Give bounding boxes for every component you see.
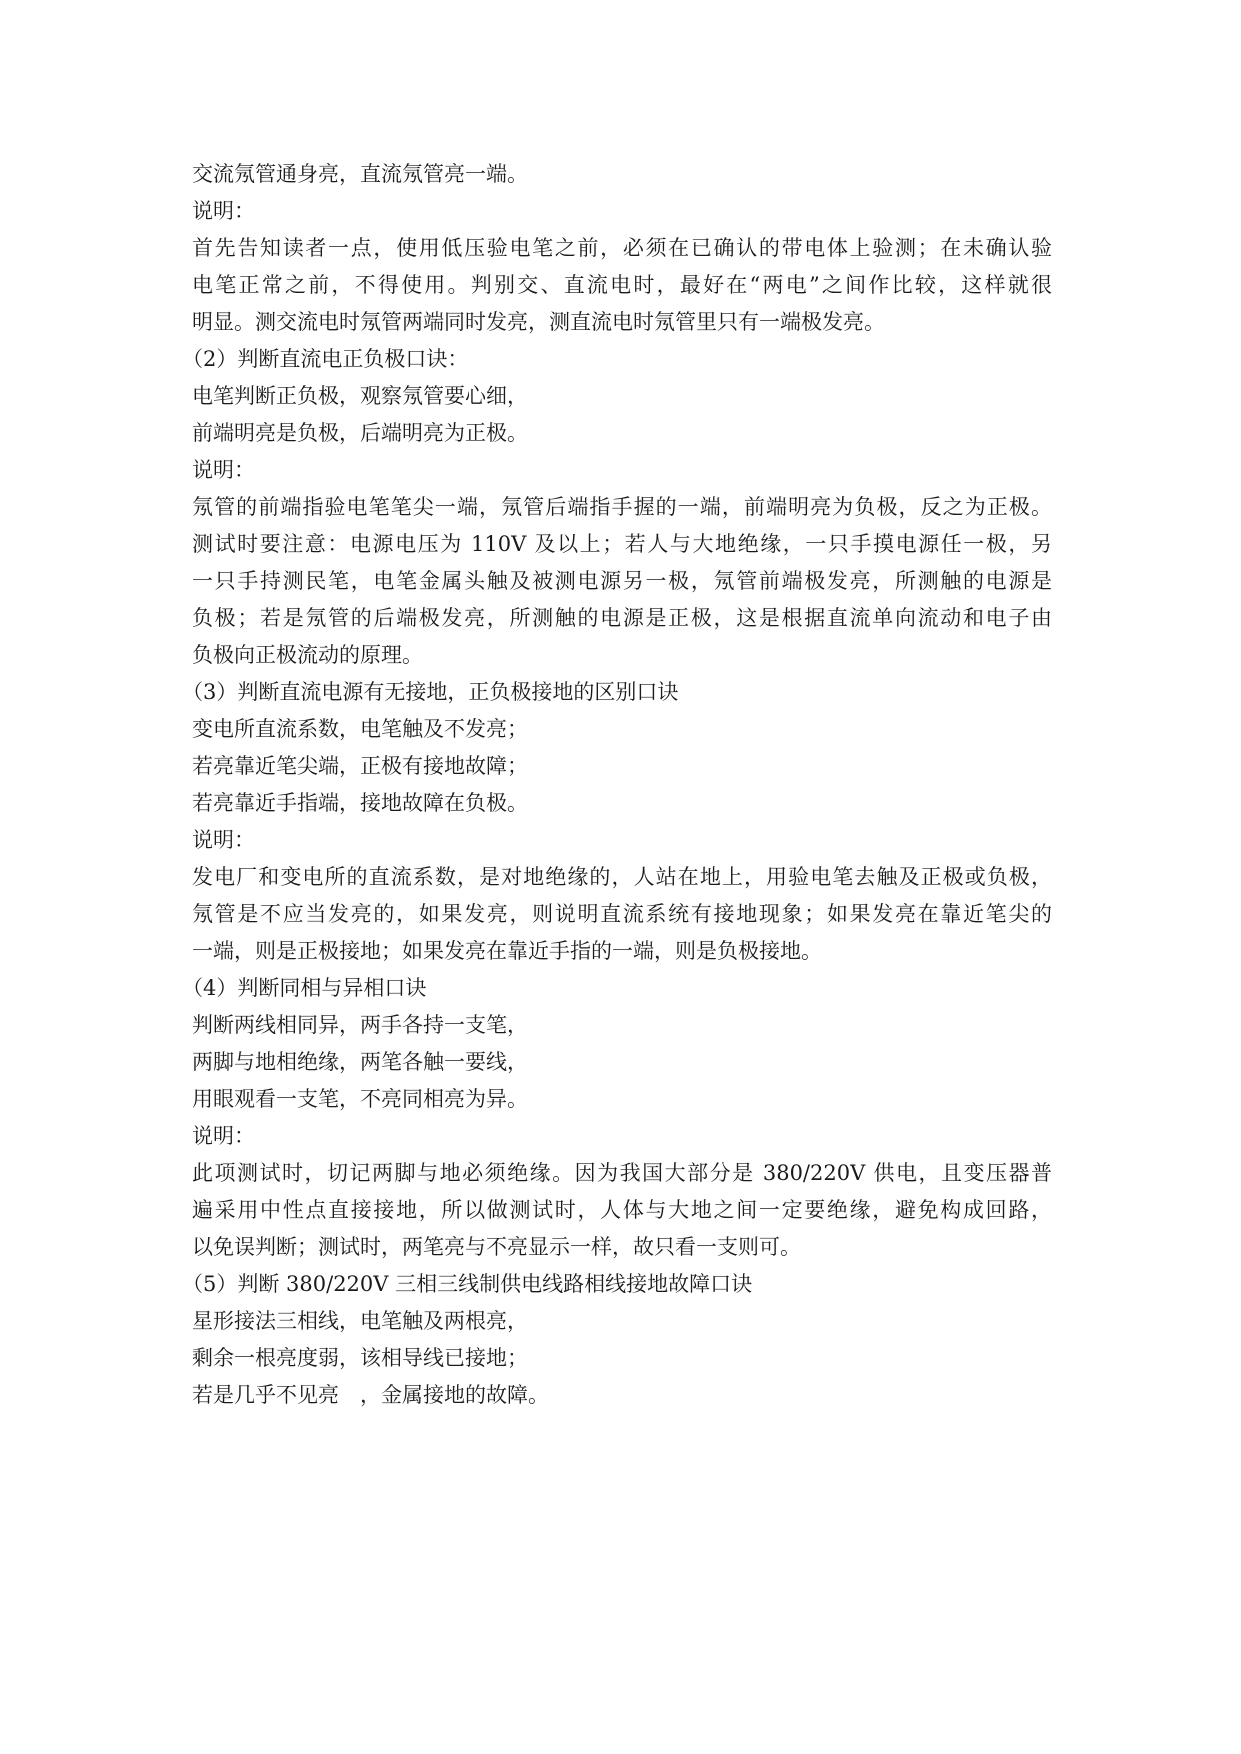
text-line: 电笔正常之前，不得使用。判别交、直流电时，最好在“两电”之间作比较，这样就很 xyxy=(192,273,1052,297)
text-line: 说明： xyxy=(192,1124,255,1148)
text-line: 负极向正极流动的原理。 xyxy=(192,643,423,667)
text-line: 负极；若是氖管的后端极发亮，所测触的电源是正极，这是根据直流单向流动和电子由 xyxy=(192,606,1052,630)
text-line: 氖管是不应当发亮的，如果发亮，则说明直流系统有接地现象；如果发亮在靠近笔尖的 xyxy=(192,902,1052,926)
text-line: 遍采用中性点直接接地，所以做测试时，人体与大地之间一定要绝缘，避免构成回路， xyxy=(192,1198,1052,1222)
text-line: 电笔判断正负极，观察氖管要心细， xyxy=(192,384,528,408)
text-line: 说明： xyxy=(192,458,255,482)
text-line: 判断两线相同异，两手各持一支笔， xyxy=(192,1013,528,1037)
text-line: 剩余一根亮度弱，该相导线已接地； xyxy=(192,1346,528,1370)
section-heading: （2）判断直流电正负极口诀： xyxy=(182,347,469,371)
text-line: 此项测试时，切记两脚与地必须绝缘。因为我国大部分是 380/220V 供电，且变压器普 xyxy=(192,1161,1052,1185)
section-heading: （3）判断直流电源有无接地，正负极接地的区别口诀 xyxy=(182,680,679,704)
text-line: 若是几乎不见亮 ，金属接地的故障。 xyxy=(192,1383,549,1407)
text-line: 一只手持测民笔，电笔金属头触及被测电源另一极，氖管前端极发亮，所测触的电源是 xyxy=(192,569,1052,593)
document-body xyxy=(182,156,1052,1414)
text-line: 一端，则是正极接地；如果发亮在靠近手指的一端，则是负极接地。 xyxy=(192,939,822,963)
text-line: 说明： xyxy=(192,199,255,223)
text-line: 以免误判断；测试时，两笔亮与不亮显示一样，故只看一支则可。 xyxy=(192,1235,801,1259)
text-line: 前端明亮是负极，后端明亮为正极。 xyxy=(192,421,528,445)
text-line: 氖管的前端指验电笔笔尖一端，氖管后端指手握的一端，前端明亮为负极，反之为正极。 xyxy=(192,495,1052,519)
text-line: 测试时要注意：电源电压为 110V 及以上；若人与大地绝缘，一只手摸电源任一极，另 xyxy=(192,532,1052,556)
section-heading: （5）判断 380/220V 三相三线制供电线路相线接地故障口诀 xyxy=(182,1272,753,1296)
text-line: 首先告知读者一点，使用低压验电笔之前，必须在已确认的带电体上验测；在未确认验 xyxy=(192,236,1052,260)
text-line: 星形接法三相线，电笔触及两根亮， xyxy=(192,1309,528,1333)
section-heading: （4）判断同相与异相口诀 xyxy=(182,976,427,1000)
text-line: 两脚与地相绝缘，两笔各触一要线， xyxy=(192,1050,528,1074)
text-line: 交流氖管通身亮，直流氖管亮一端。 xyxy=(192,162,528,186)
text-line: 变电所直流系数，电笔触及不发亮； xyxy=(192,717,528,741)
text-line: 明显。测交流电时氖管两端同时发亮，测直流电时氖管里只有一端极发亮。 xyxy=(192,310,885,334)
text-line: 用眼观看一支笔，不亮同相亮为异。 xyxy=(192,1087,528,1111)
text-line: 若亮靠近手指端，接地故障在负极。 xyxy=(192,791,528,815)
text-line: 若亮靠近笔尖端，正极有接地故障； xyxy=(192,754,528,778)
text-line: 说明： xyxy=(192,828,255,852)
text-line: 发电厂和变电所的直流系数，是对地绝缘的，人站在地上，用验电笔去触及正极或负极， xyxy=(192,865,1052,889)
